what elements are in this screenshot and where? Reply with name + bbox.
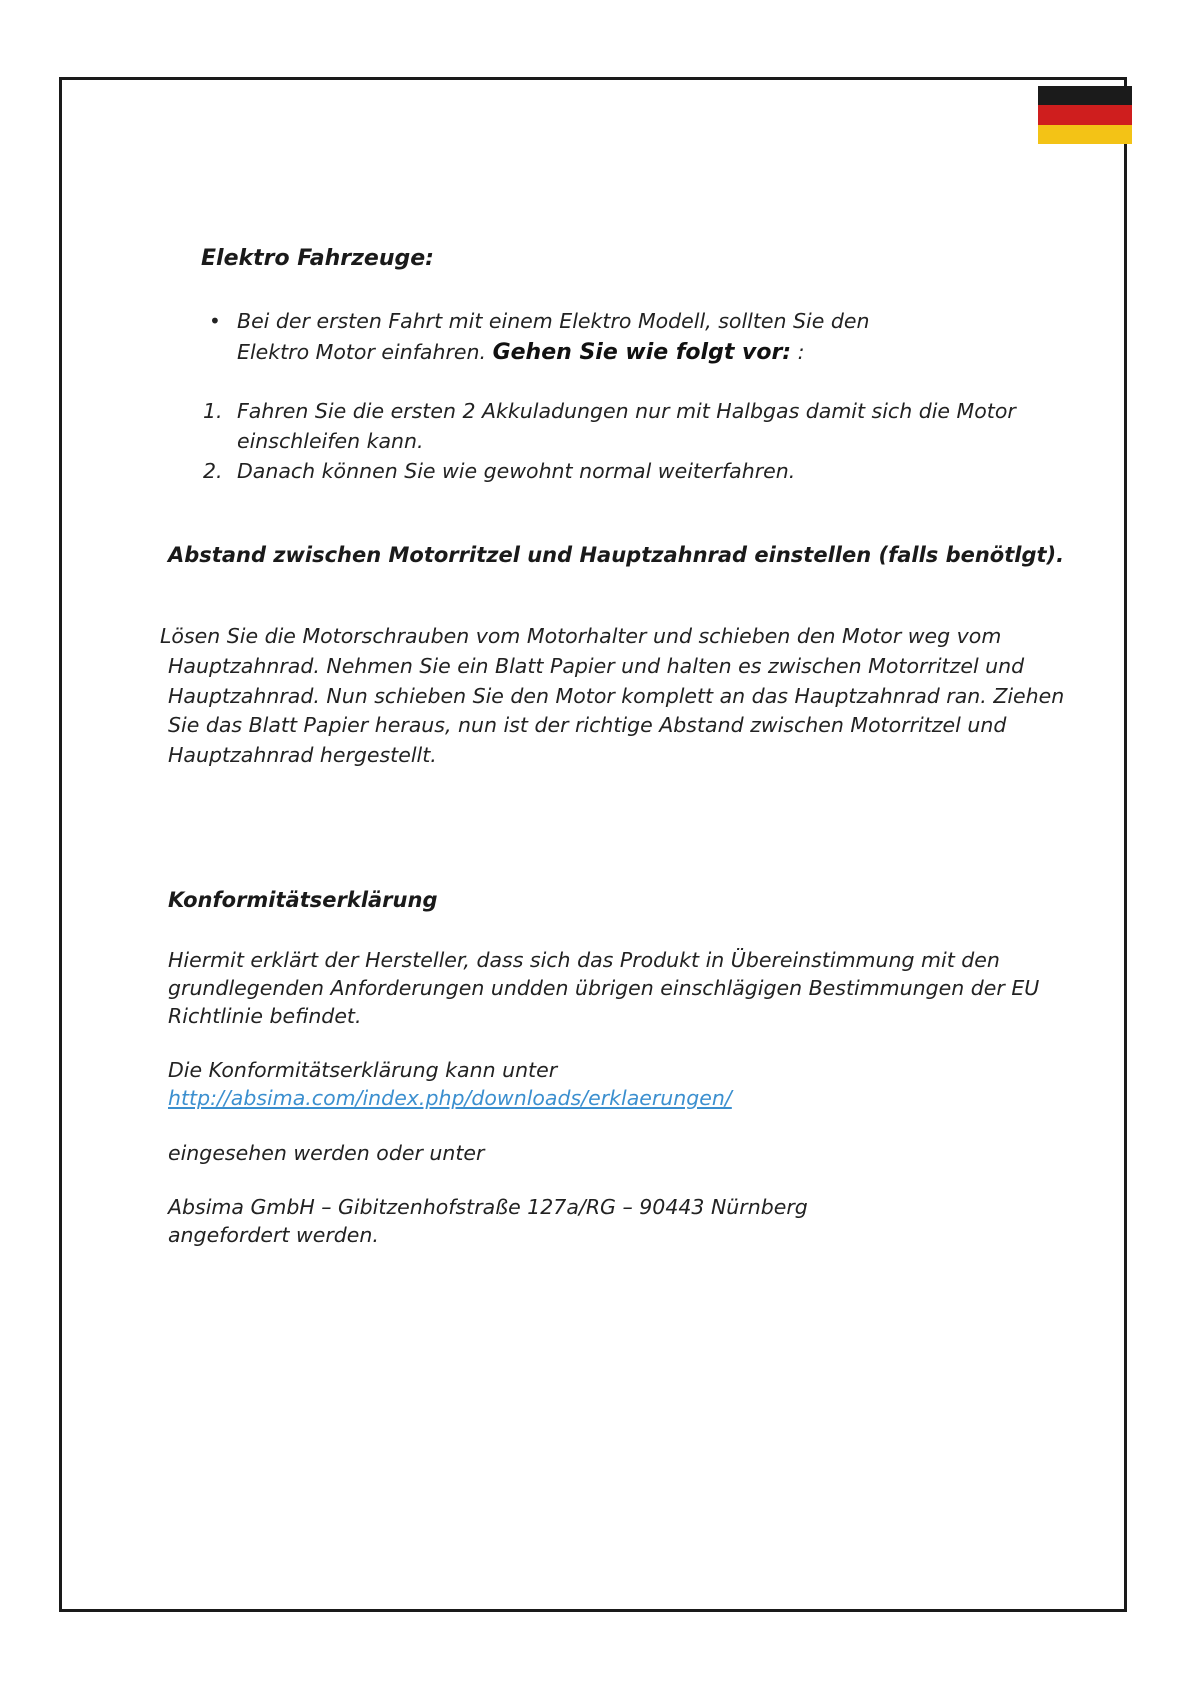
company-address: Absima GmbH – Gibitzenhofstraße 127a/RG – 90443 Nürnberg bbox=[168, 1195, 808, 1219]
bullet-point: • bbox=[209, 309, 221, 333]
paragraph-line: Hiermit erklärt der Hersteller, dass sich das Produkt in Übereinstimmung mit den bbox=[168, 948, 1000, 972]
step-number: 1. bbox=[203, 399, 223, 423]
step-text: Danach können Sie wie gewohnt normal weiterfahren. bbox=[237, 459, 796, 483]
declarations-link[interactable]: http://absima.com/index.php/downloads/erklaerungen/ bbox=[168, 1086, 732, 1110]
paragraph-line: Richtlinie befindet. bbox=[168, 1004, 362, 1028]
bullet-bold-text: Gehen Sie wie folgt vor: bbox=[492, 340, 792, 365]
view-text: eingesehen werden oder unter bbox=[168, 1141, 485, 1165]
step-number: 2. bbox=[203, 459, 223, 483]
paragraph-line: Sie das Blatt Papier heraus, nun ist der richtige Abstand zwischen Motorritzel und bbox=[168, 713, 1007, 737]
declaration-text: Die Konformitätserklärung kann unter bbox=[168, 1058, 558, 1082]
paragraph-line: Lösen Sie die Motorschrauben vom Motorhalter und schieben den Motor weg vom bbox=[160, 624, 1002, 648]
heading-electric-vehicles: Elektro Fahrzeuge: bbox=[201, 246, 434, 271]
german-flag-icon bbox=[1038, 86, 1132, 144]
paragraph-line: grundlegenden Anforderungen undden übrigen einschlägigen Bestimmungen der EU bbox=[168, 976, 1040, 1000]
paragraph-line: Hauptzahnrad hergestellt. bbox=[168, 743, 437, 767]
bullet-text-line1: Bei der ersten Fahrt mit einem Elektro Modell, sollten Sie den bbox=[237, 309, 870, 333]
heading-gear-mesh: Abstand zwischen Motorritzel und Hauptzahnrad einstellen (falls benötlgt). bbox=[168, 543, 1065, 567]
request-text: angefordert werden. bbox=[168, 1223, 379, 1247]
paragraph-line: Hauptzahnrad. Nun schieben Sie den Motor komplett an das Hauptzahnrad ran. Ziehen bbox=[168, 684, 1065, 708]
heading-conformity: Konformitätserklärung bbox=[168, 888, 438, 912]
step-text-continued: einschleifen kann. bbox=[237, 429, 424, 453]
paragraph-line: Hauptzahnrad. Nehmen Sie ein Blatt Papier und halten es zwischen Motorritzel und bbox=[168, 654, 1025, 678]
step-text: Fahren Sie die ersten 2 Akkuladungen nur mit Halbgas damit sich die Motor bbox=[237, 399, 1016, 423]
bullet-text-line2: Elektro Motor einfahren. Gehen Sie wie folgt vor: : bbox=[237, 340, 805, 365]
